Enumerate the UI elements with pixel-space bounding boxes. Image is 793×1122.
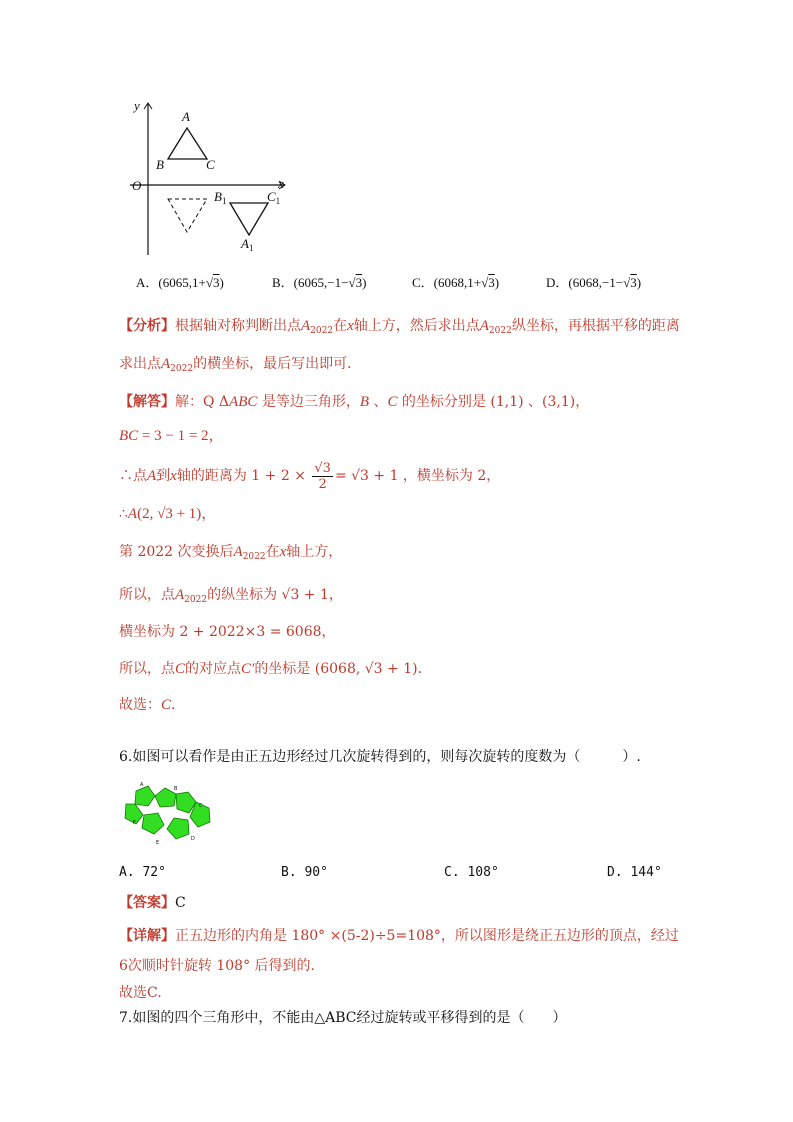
label-x: x	[278, 176, 284, 191]
pentagon-6	[142, 813, 164, 834]
q7-stem: 7.如图的四个三角形中，不能由△ABC经过旋转或平移得到的是（ ）	[119, 1010, 567, 1026]
fig-label-a: A	[140, 782, 144, 788]
q5-option-c: C．(6068,1+√3)	[412, 275, 500, 290]
fig-label-b: B	[174, 786, 178, 792]
fig-label-e: E	[156, 840, 160, 846]
q6-option-d: D. 144°	[607, 865, 662, 880]
q6-detail-line-2: 6次顺时针旋转 108° 后得到的.	[119, 958, 315, 974]
solution-line-9: 故选：C．	[119, 697, 186, 713]
q6-option-b: B. 90°	[281, 865, 328, 880]
solution-line-8: 所以，点C的对应点C′的坐标是 (6068, √3 + 1)．	[119, 661, 432, 677]
label-c1: $C_1$	[267, 189, 281, 206]
label-a: A	[182, 109, 190, 124]
analysis-line-1: 【分析】根据轴对称判断出点$A_{2022}$在x轴上方，然后求出点$A_{2022}$纵坐标，再根据平移的距离	[119, 318, 680, 336]
pentagon-2	[155, 788, 176, 807]
label-c: C	[206, 157, 215, 172]
coordinate-figure	[120, 95, 300, 265]
fig-label-c: C	[199, 803, 203, 809]
triangle-a1b1c1	[230, 203, 268, 235]
label-b: B	[156, 157, 164, 172]
pentagon-5	[167, 818, 189, 839]
triangle-dashed	[168, 199, 207, 232]
solution-line-1: 【解答】解：Q ΔABC 是等边三角形，B 、C 的坐标分别是 (1,1) 、(3,1)，	[119, 394, 590, 410]
pentagon-1	[135, 786, 155, 806]
q6-stem: 6.如图可以看作是由正五边形经过几次旋转得到的，则每次旋转的度数为（ ）.	[119, 749, 641, 765]
solution-line-4: ∴A(2, √3 + 1)，	[119, 506, 217, 522]
solution-line-3: ∴点A到x轴的距离为 1 + 2 × $\frac{√3}{2}$ = √3 + 1 ，横坐标为 2，	[119, 460, 501, 492]
q5-option-d: D．(6068,−1−√3)	[546, 275, 642, 290]
q6-option-c: C. 108°	[444, 865, 499, 880]
solution-line-2: BC = 3 − 1 = 2，	[119, 428, 224, 444]
fraction-sqrt3-over-2: $\frac{√3}{2}$	[314, 460, 331, 492]
fig-label-d: D	[191, 836, 195, 842]
q6-answer: 【答案】C	[119, 895, 186, 911]
triangle-abc	[168, 128, 207, 159]
solution-line-5: 第 2022 次变换后$A_{2022}$在x轴上方，	[119, 544, 343, 562]
pentagon-ring-figure	[122, 782, 222, 850]
analysis-line-2: 求出点$A_{2022}$的横坐标，最后写出即可．	[119, 356, 362, 374]
solution-line-7: 横坐标为 2 + 2022×3 = 6068，	[119, 624, 336, 640]
label-y: y	[134, 98, 140, 113]
q6-option-a: A. 72°	[119, 865, 166, 880]
q5-option-b: B．(6065,−1−√3)	[272, 275, 367, 290]
label-o: O	[132, 178, 142, 193]
q6-conclusion: 故选C.	[119, 985, 162, 1001]
q5-option-a: A．(6065,1+√3)	[136, 275, 224, 290]
fig-label-f: F	[133, 820, 136, 826]
label-b1: $B_1$	[214, 189, 227, 206]
solution-line-6: 所以，点$A_{2022}$的纵坐标为 √3 + 1，	[119, 587, 343, 605]
q6-detail-line-1: 【详解】正五边形的内角是 180° ×(5-2)÷5=108°，所以图形是绕正五边形的顶点，经过	[119, 928, 679, 944]
label-a1: $A_1$	[241, 236, 254, 253]
